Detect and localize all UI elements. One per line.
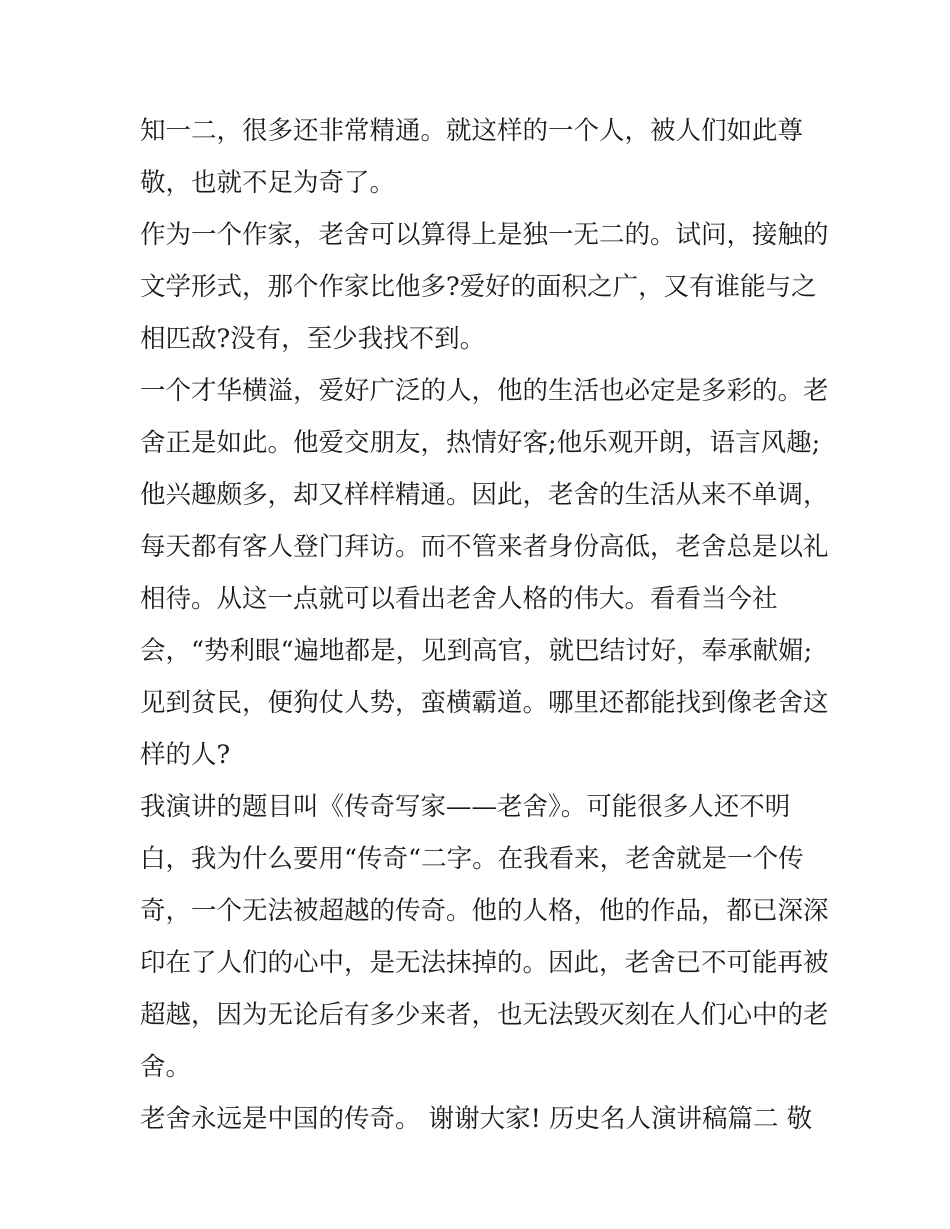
text-line: 见到贫民，便狗仗人势，蛮横霸道。哪里还都能找到像老舍这 — [140, 688, 829, 718]
text-line: 样的人? — [140, 740, 231, 770]
text-line: 我演讲的题目叫《传奇写家——老舍》。可能很多人还不明 — [140, 792, 791, 822]
document-body — [140, 105, 829, 1145]
text-line: 一个才华横溢，爱好广泛的人，他的生活也必定是多彩的。老 — [140, 376, 829, 406]
text-line: 每天都有客人登门拜访。而不管来者身份高低，老舍总是以礼 — [140, 532, 829, 562]
text-line: 白，我为什么要用“传奇“二字。在我看来，老舍就是一个传 — [140, 844, 804, 874]
text-line: 相匹敌?没有，至少我找不到。 — [140, 324, 486, 354]
text-line: 舍正是如此。他爱交朋友，热情好客;他乐观开朗，语言风趣; — [140, 428, 821, 458]
text-line: 舍。 — [140, 1052, 192, 1082]
text-line: 老舍永远是中国的传奇。 谢谢大家! 历史名人演讲稿篇二 敬 — [140, 1104, 813, 1134]
text-line: 文学形式，那个作家比他多?爱好的面积之广，又有谁能与之 — [140, 272, 817, 302]
text-line: 知一二，很多还非常精通。就这样的一个人，被人们如此尊 — [140, 116, 804, 146]
text-line: 敬，也就不足为奇了。 — [140, 168, 396, 198]
text-line: 会，“势利眼“遍地都是，见到高官，就巴结讨好，奉承献媚; — [140, 636, 813, 666]
text-line: 奇，一个无法被超越的传奇。他的人格，他的作品，都已深深 — [140, 896, 829, 926]
text-line: 相待。从这一点就可以看出老舍人格的伟大。看看当今社 — [140, 584, 778, 614]
text-line: 印在了人们的心中，是无法抹掉的。因此，老舍已不可能再被 — [140, 948, 829, 978]
text-line: 他兴趣颇多，却又样样精通。因此，老舍的生活从来不单调， — [140, 480, 829, 510]
text-line: 超越，因为无论后有多少来者，也无法毁灭刻在人们心中的老 — [140, 1000, 829, 1030]
text-line: 作为一个作家，老舍可以算得上是独一无二的。试问，接触的 — [140, 220, 829, 250]
